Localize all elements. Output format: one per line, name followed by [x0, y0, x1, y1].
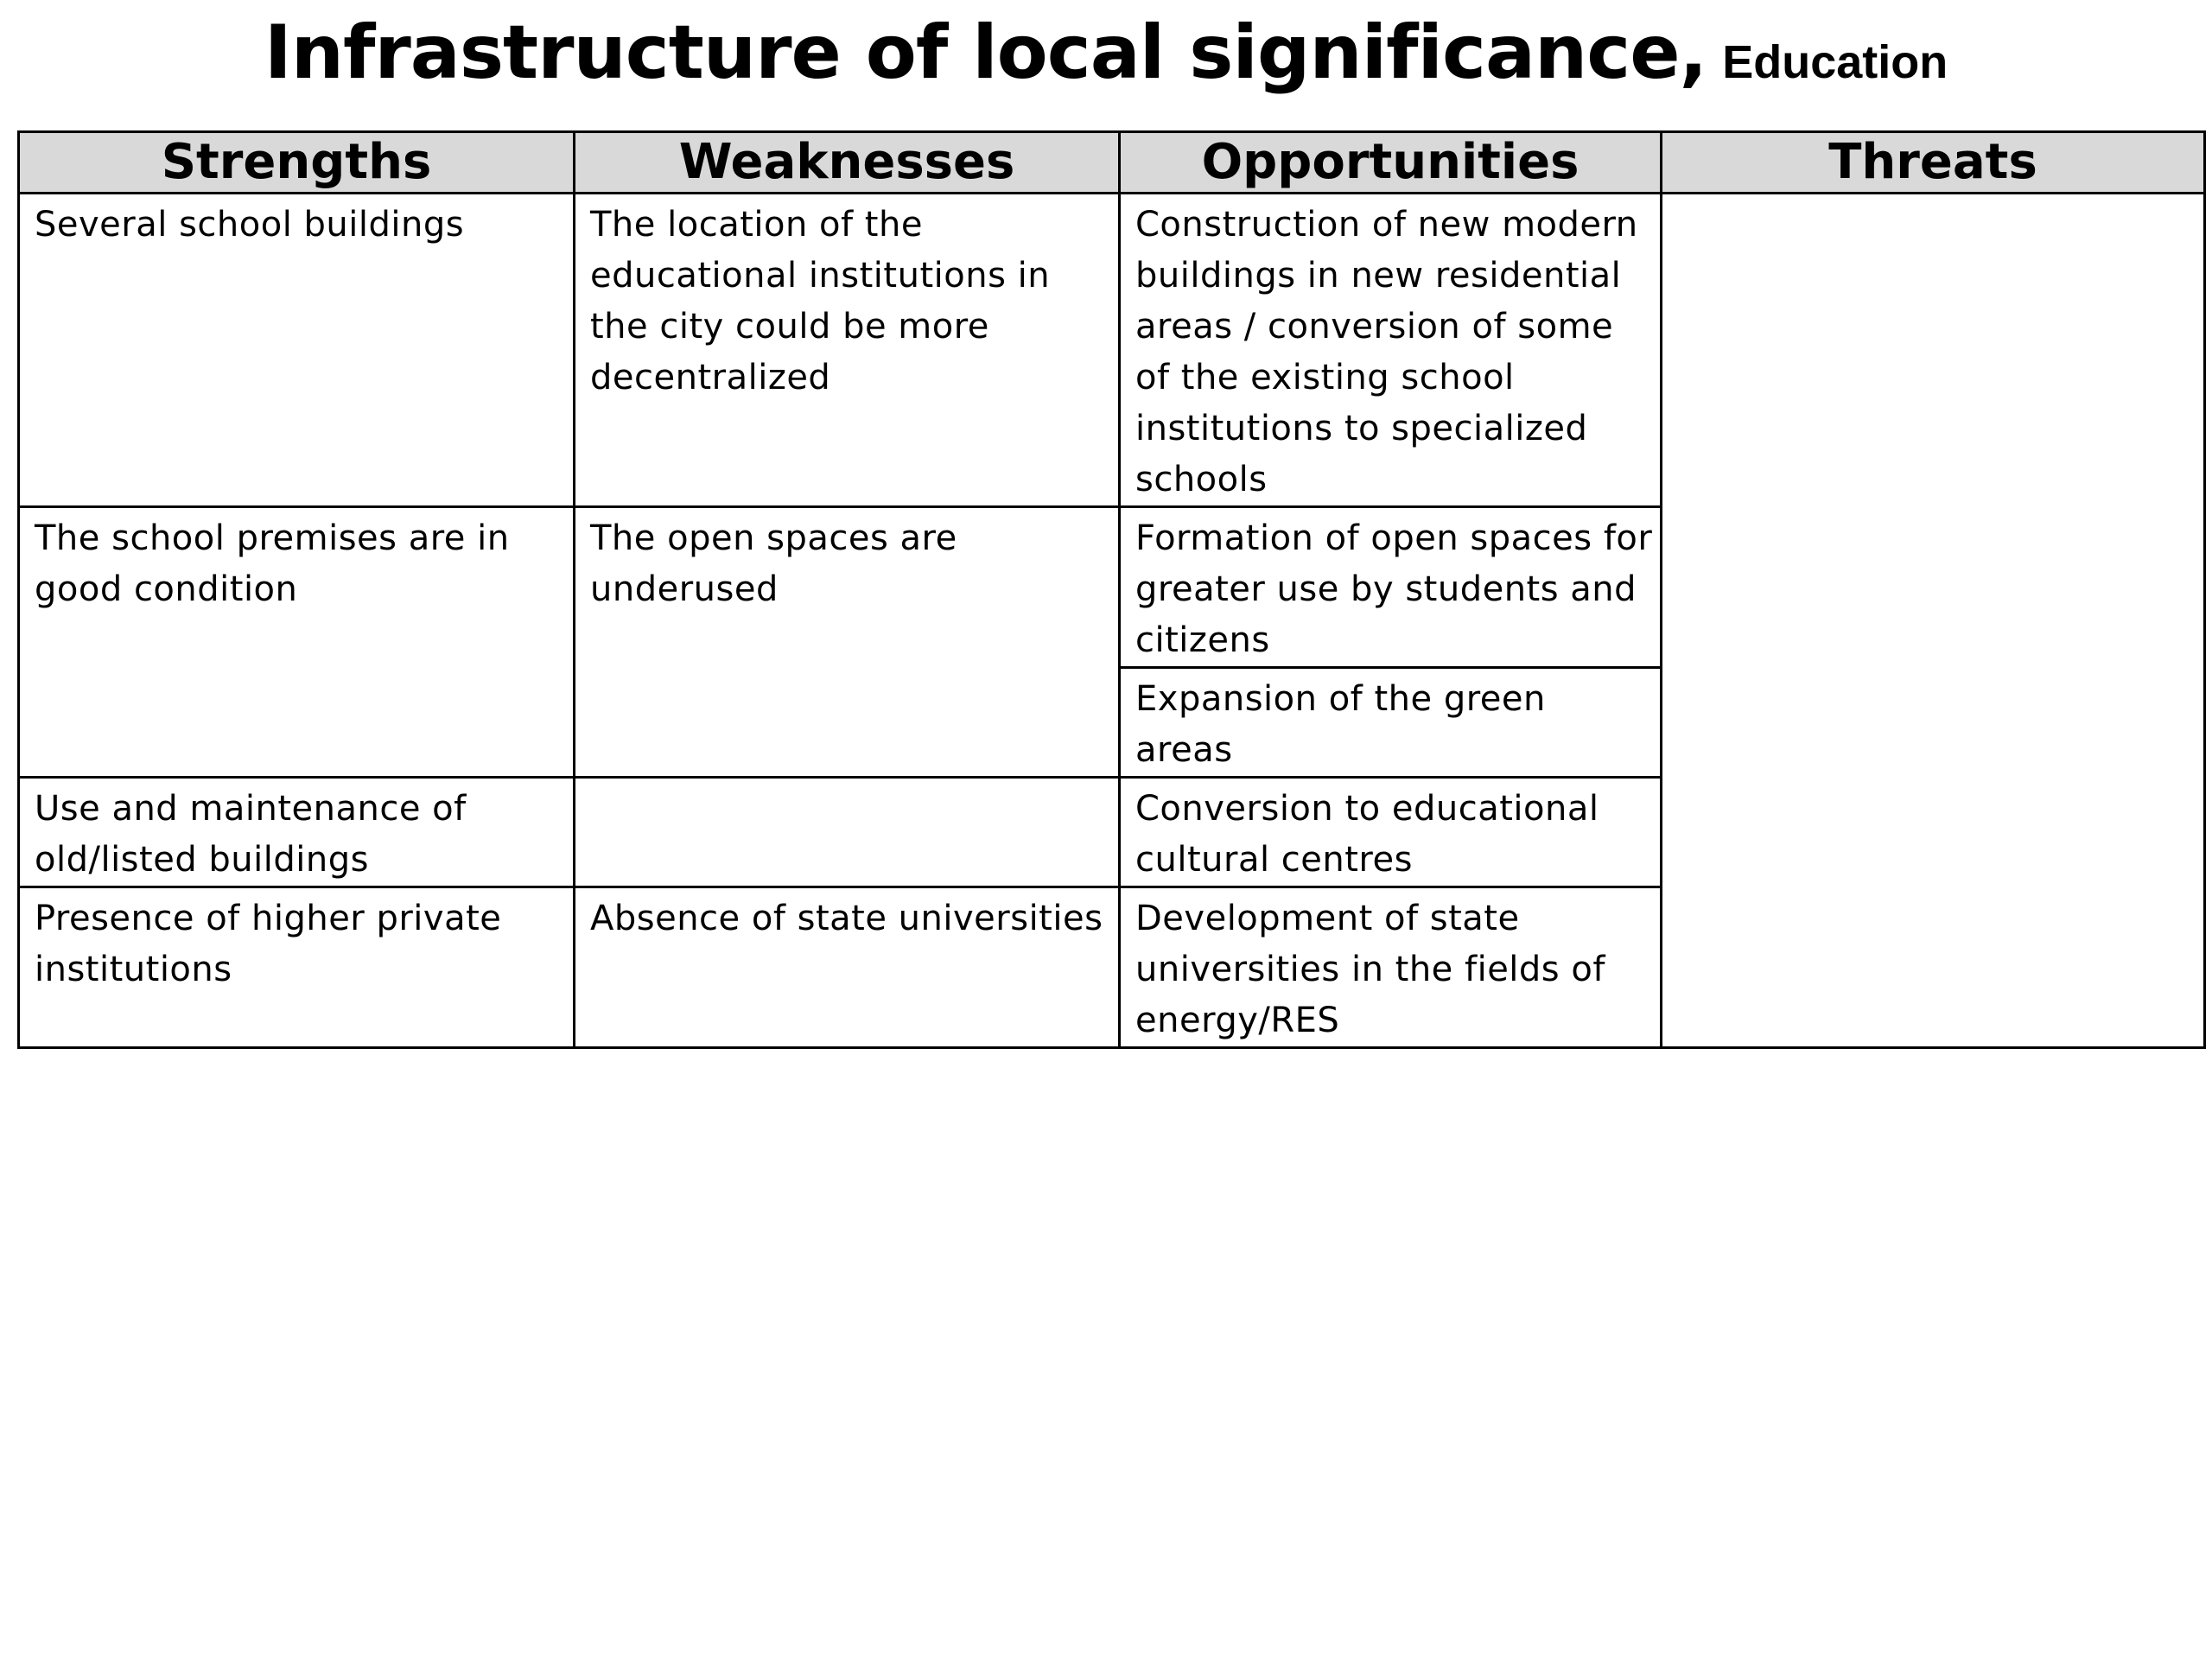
- strength-cell: [19, 194, 575, 507]
- weakness-cell: [575, 507, 1120, 778]
- opportunity-cell: [1120, 194, 1662, 507]
- title-subtitle: Education: [1722, 36, 1948, 88]
- weakness-text: The location of the educational institutions in the city could be more decentralized: [590, 205, 1051, 397]
- opportunity-text: Development of state universities in the fields of energy/RES: [1135, 899, 1605, 1040]
- weakness-cell: [575, 887, 1120, 1048]
- strength-text: Presence of higher private institutions: [35, 899, 502, 989]
- header-threats: Threats: [1662, 132, 2205, 194]
- strength-text: The school premises are in good condition: [35, 518, 510, 609]
- opportunity-text: Formation of open spaces for greater use by students and citizens: [1135, 518, 1653, 660]
- weakness-cell: [575, 778, 1120, 887]
- opportunity-cell: [1120, 778, 1662, 887]
- page-title: [0, 10, 2212, 96]
- opportunity-cell: [1120, 507, 1662, 668]
- weakness-cell: [575, 194, 1120, 507]
- header-weaknesses: Weaknesses: [575, 132, 1120, 194]
- weakness-text: Absence of state universities: [590, 899, 1103, 938]
- threats-text: [1662, 194, 2203, 200]
- opportunity-text: Expansion of the green areas: [1135, 679, 1546, 770]
- table-row: [19, 194, 2205, 507]
- weakness-text: [575, 779, 1118, 784]
- strength-text: Use and maintenance of old/listed buildings: [35, 789, 467, 880]
- strength-text: Several school buildings: [35, 205, 465, 245]
- header-strengths: Strengths: [19, 132, 575, 194]
- opportunity-text: Conversion to educational cultural centres: [1135, 789, 1599, 880]
- weakness-text: The open spaces are underused: [590, 518, 957, 609]
- header-opportunities: Opportunities: [1120, 132, 1662, 194]
- strength-cell: [19, 887, 575, 1048]
- opportunity-cell: [1120, 887, 1662, 1048]
- title-main: Infrastructure of local significance,: [264, 10, 1707, 96]
- header-row: [19, 132, 2205, 194]
- threats-cell: [1662, 194, 2205, 1048]
- opportunity-text: Construction of new modern buildings in new residential areas / conversion of some of the existing school institutions to specialized schools: [1135, 205, 1638, 499]
- opportunity-cell: [1120, 668, 1662, 778]
- strength-cell: [19, 778, 575, 887]
- strength-cell: [19, 507, 575, 778]
- swot-table: [17, 130, 2206, 1049]
